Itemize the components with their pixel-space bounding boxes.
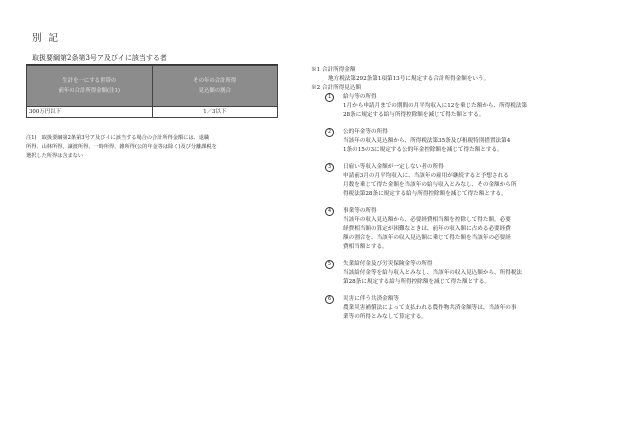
table-row [27, 107, 278, 118]
list-item [311, 260, 611, 287]
footnote [26, 134, 282, 161]
item-spacer [311, 287, 611, 295]
item-body-line: 当該年の収入見込額から、所得税法第35条及び租税特別措置法第4 [343, 138, 511, 144]
item-title: 災害に伴う共済金額等 [343, 296, 399, 302]
circled-number-icon: 1 [325, 93, 334, 102]
header-text: その年の合計所得 [193, 78, 237, 84]
item-body-line: 申請前3月の月平均収入に、当該年の雇用が継続すると予想される [343, 173, 509, 179]
item-body-line: 月数を乗じて得た金額を当該年の給与収入とみなし、その金額から所 [343, 182, 517, 188]
item-heading [311, 128, 611, 137]
header-text: 前年の合計所得金額(注1) [58, 88, 121, 94]
list-item [311, 128, 611, 155]
item-spacer [311, 199, 611, 207]
footnote-line: 所得、山林所得、譲渡所得、一時所得、雑所得(公的年金等は除く)及び分離課税を [26, 144, 217, 150]
definitions-column [311, 66, 611, 322]
section-heading: ※1 合計所得金額 [311, 67, 356, 73]
item-title: 事業等の所得 [343, 208, 377, 214]
item-spacer [311, 120, 611, 128]
item-title: 給与等の所得 [343, 94, 377, 100]
footnote-line: 選択した所得は含まない [26, 153, 84, 159]
table-title: 取扱要綱第2条第3号ア及びイに該当する者 [32, 54, 167, 62]
item-heading [311, 163, 611, 172]
header-text: 見込額の割合 [198, 88, 231, 94]
item-spacer [311, 252, 611, 260]
income-items-list [311, 93, 611, 322]
item-title: 公的年金等の所得 [343, 129, 388, 135]
list-item [311, 207, 611, 252]
circled-number-icon: 4 [325, 207, 334, 216]
circled-number-icon: 3 [325, 163, 334, 172]
item-body-line: 費相当額とする。 [343, 244, 388, 250]
item-body-line: 得税法第28条に規定する給与所得控除額を減じて得た額とする。 [343, 191, 507, 197]
item-title: 日雇い等収入金額が一定しない者の所得 [343, 164, 444, 170]
header-text: 生計を一にする世帯の [62, 78, 117, 84]
item-body-line: 28条に規定する給与所得控除額を減じて得た額とする。 [343, 112, 485, 118]
item-body-line: 1月から申請月までの期間の月平均収入に12を乗じた額から、所得税法第 [343, 103, 528, 109]
item-body-line: 当該年の収入見込額から、必要経費相当額を控除して得た額。必要 [343, 217, 511, 223]
item-title: 失業給付金及び労災保険金等の所得 [343, 261, 433, 267]
item-body-line: 業等の所得とみなして算定する。 [343, 314, 427, 320]
item-heading [311, 93, 611, 102]
list-item [311, 93, 611, 120]
item-spacer [311, 155, 611, 163]
item-body-line: 第28条に規定する給与所得控除額を減じて得た額とする。 [343, 279, 490, 285]
item-heading [311, 260, 611, 269]
footnote-line: 注1) 取扱要綱第2条第3号ア及びイに該当する場合の合計所得金額には、退職 [26, 135, 210, 141]
item-heading [311, 207, 611, 216]
criteria-table [26, 65, 278, 118]
circled-number-icon: 5 [325, 260, 334, 269]
page-heading: 別 記 [32, 33, 61, 44]
item-body-line: 額の割合を、当該年の収入見込額に乗じて得た額を当該年の必要経 [343, 235, 511, 241]
table-cell: 1／3以下 [152, 107, 278, 118]
table-cell: 300万円以下 [27, 107, 153, 118]
item-body-line: 農業災害補償法によって支払われる農作物共済金額等は、当該年の事 [343, 305, 517, 311]
item-body-line: 経費相当額の算定が困難なときは、前年の収入額に占める必要経費 [343, 226, 511, 232]
table-header-row [27, 66, 278, 107]
section-body: 地方税法第292条第1項第13号に規定する合計所得金額をいう。 [328, 76, 490, 82]
item-body-line: 1条の15の3に規定する公的年金控除額を減じて得た額とする。 [343, 147, 503, 153]
list-item [311, 163, 611, 199]
item-heading [311, 295, 611, 304]
table-header-cell [27, 66, 153, 107]
item-body-line: 当該給付金等を給与収入とみなし、当該年の収入見込額から、所得税法 [343, 270, 523, 276]
table-header-cell [152, 66, 278, 107]
list-item [311, 295, 611, 322]
section-heading: ※2 合計所得見込額 [311, 85, 362, 91]
circled-number-icon: 2 [325, 128, 334, 137]
circled-number-icon: 6 [325, 295, 334, 304]
